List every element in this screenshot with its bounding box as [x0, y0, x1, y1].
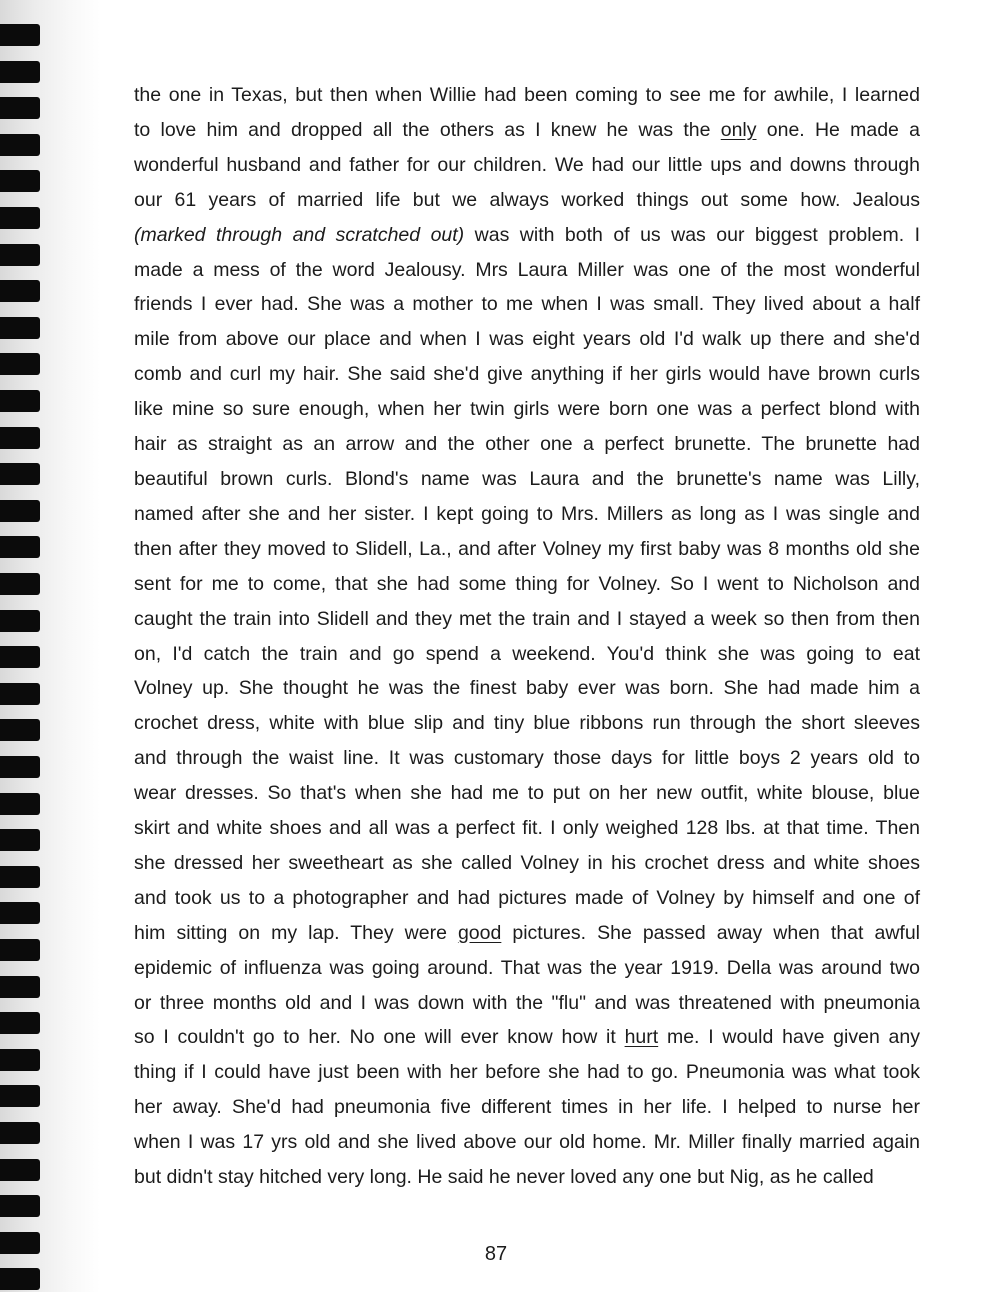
- text-line: hair as straight as an arrow and the other one a perfect brunette. The brunette had: [134, 433, 920, 456]
- binding-hole: [0, 646, 40, 668]
- binding-hole: [0, 719, 40, 741]
- text-line: him sitting on my lap. They were good pictures. She passed away when that awful: [134, 921, 920, 944]
- text-line: epidemic of influenza was going around. That was the year 1919. Della was around two: [134, 956, 920, 979]
- text-line: but didn't stay hitched very long. He said he never loved any one but Nig, as he called: [134, 1166, 874, 1189]
- text-line: beautiful brown curls. Blond's name was Laura and the brunette's name was Lilly,: [134, 467, 920, 490]
- text-line: caught the train into Slidell and they met the train and I stayed a week so then from then: [134, 607, 920, 630]
- text-line: and through the waist line. It was customary those days for little boys 2 years old to: [134, 747, 920, 770]
- text-line: to love him and dropped all the others as I knew he was the only one. He made a: [134, 118, 920, 141]
- body-text: [134, 78, 920, 1195]
- text-line: (marked through and scratched out) was with both of us was our biggest problem. I: [134, 223, 920, 246]
- text-line: wonderful husband and father for our children. We had our little ups and downs through: [134, 153, 920, 176]
- spiral-binding-edge: [0, 0, 100, 1292]
- binding-hole: [0, 1195, 40, 1217]
- text-line: she dressed her sweetheart as she called Volney in his crochet dress and white shoes: [134, 851, 920, 874]
- text-line: wear dresses. So that's when she had me to put on her new outfit, white blouse, blue: [134, 782, 920, 805]
- binding-hole: [0, 317, 40, 339]
- binding-hole: [0, 610, 40, 632]
- binding-hole: [0, 866, 40, 888]
- binding-hole: [0, 536, 40, 558]
- text-line: comb and curl my hair. She said she'd give anything if her girls would have brown curls: [134, 363, 920, 386]
- binding-hole: [0, 24, 40, 46]
- binding-hole: [0, 976, 40, 998]
- binding-hole: [0, 1085, 40, 1107]
- text-line: her away. She'd had pneumonia five different times in her life. I helped to nurse her: [134, 1096, 920, 1119]
- text-line: and took us to a photographer and had pictures made of Volney by himself and one of: [134, 886, 920, 909]
- binding-hole: [0, 390, 40, 412]
- binding-hole: [0, 244, 40, 266]
- binding-hole: [0, 61, 40, 83]
- text-line: thing if I could have just been with her before she had to go. Pneumonia was what took: [134, 1061, 920, 1084]
- binding-hole: [0, 134, 40, 156]
- text-line: mile from above our place and when I was eight years old I'd walk up there and she'd: [134, 328, 920, 351]
- text-line: so I couldn't go to her. No one will ever know how it hurt me. I would have given any: [134, 1026, 920, 1049]
- binding-hole: [0, 463, 40, 485]
- binding-hole: [0, 573, 40, 595]
- binding-hole: [0, 1122, 40, 1144]
- binding-hole: [0, 1049, 40, 1071]
- text-line: on, I'd catch the train and go spend a weekend. You'd think she was going to eat: [134, 642, 920, 665]
- text-line: friends I ever had. She was a mother to me when I was small. They lived about a half: [134, 293, 920, 316]
- binding-hole: [0, 1159, 40, 1181]
- text-line: when I was 17 yrs old and she lived above our old home. Mr. Miller finally married again: [134, 1131, 920, 1154]
- text-line: named after she and her sister. I kept going to Mrs. Millers as long as I was single and: [134, 502, 920, 525]
- text-line: skirt and white shoes and all was a perfect fit. I only weighed 128 lbs. at that time. Then: [134, 817, 920, 840]
- binding-hole: [0, 1268, 40, 1290]
- binding-hole: [0, 793, 40, 815]
- binding-hole: [0, 353, 40, 375]
- binding-hole: [0, 427, 40, 449]
- binding-hole: [0, 683, 40, 705]
- binding-hole: [0, 756, 40, 778]
- text-line: the one in Texas, but then when Willie had been coming to see me for awhile, I learned: [134, 84, 920, 106]
- text-line: made a mess of the word Jealousy. Mrs Laura Miller was one of the most wonderful: [134, 258, 920, 281]
- binding-hole: [0, 939, 40, 961]
- binding-hole: [0, 170, 40, 192]
- text-line: then after they moved to Slidell, La., and after Volney my first baby was 8 months old she: [134, 537, 920, 560]
- binding-hole: [0, 280, 40, 302]
- text-line: sent for me to come, that she had some thing for Volney. So I went to Nicholson and: [134, 572, 920, 595]
- binding-hole: [0, 829, 40, 851]
- text-line: like mine so sure enough, when her twin girls were born one was a perfect blond with: [134, 398, 920, 421]
- binding-hole: [0, 500, 40, 522]
- text-line: crochet dress, white with blue slip and tiny blue ribbons run through the short sleeves: [134, 712, 920, 735]
- text-line: our 61 years of married life but we always worked things out some how. Jealous: [134, 188, 920, 211]
- text-line: or three months old and I was down with the "flu" and was threatened with pneumonia: [134, 991, 920, 1014]
- page-number: 87: [484, 1243, 508, 1265]
- text-line: Volney up. She thought he was the finest baby ever was born. She had made him a: [134, 677, 920, 700]
- binding-hole: [0, 1012, 40, 1034]
- binding-hole: [0, 902, 40, 924]
- binding-hole: [0, 97, 40, 119]
- binding-hole: [0, 207, 40, 229]
